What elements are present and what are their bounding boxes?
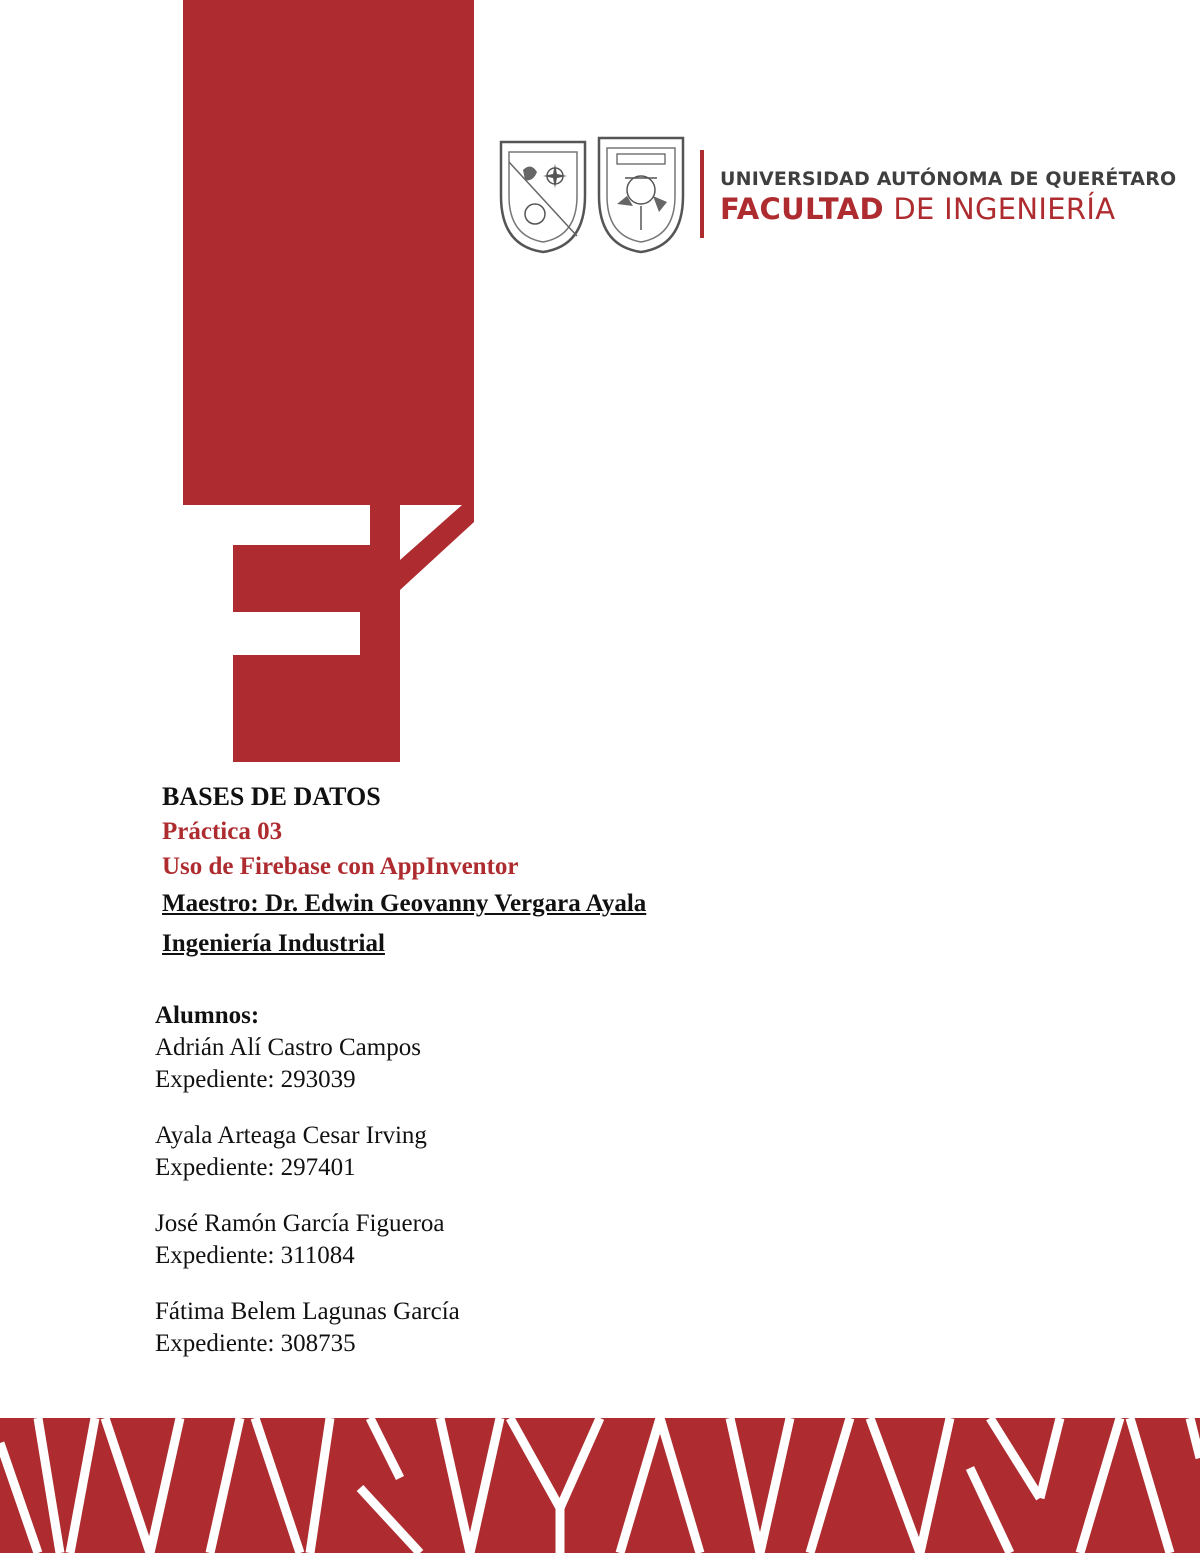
faculty-name-bold: FACULTAD: [720, 192, 884, 226]
list-item: [155, 1032, 460, 1096]
fi-seal-icon: [595, 134, 687, 256]
university-name: UNIVERSIDAD AUTÓNOMA DE QUERÉTARO: [720, 168, 1177, 190]
course-title: BASES DE DATOS: [162, 782, 381, 811]
students-label: Alumnos:: [155, 1002, 260, 1029]
list-item: [155, 1120, 460, 1184]
practice-number: Práctica 03: [162, 818, 283, 845]
students-list: [155, 1000, 460, 1384]
faculty-name: [720, 192, 1176, 226]
student-name: Adrián Alí Castro Campos: [155, 1034, 421, 1061]
student-name: José Ramón García Figueroa: [155, 1210, 445, 1237]
list-item: [155, 1208, 460, 1272]
logo-divider: [700, 150, 704, 238]
student-id: Expediente: 311084: [155, 1242, 355, 1269]
list-item: [155, 1296, 460, 1360]
student-id: Expediente: 297401: [155, 1154, 356, 1181]
faculty-f-graphic: [0, 0, 480, 770]
faculty-name-rest: DE INGENIERÍA: [883, 192, 1116, 226]
student-id: Expediente: 308735: [155, 1330, 356, 1357]
uaq-seal-icon: [495, 136, 591, 256]
decorative-band: [0, 1418, 1200, 1553]
teacher-name: Maestro: Dr. Edwin Geovanny Vergara Ayala: [162, 890, 647, 917]
student-id: Expediente: 293039: [155, 1066, 356, 1093]
university-logo: [495, 130, 1177, 260]
title-block: [162, 780, 646, 964]
logo-wordmark: [720, 168, 1176, 226]
student-name: Fátima Belem Lagunas García: [155, 1298, 460, 1325]
student-name: Ayala Arteaga Cesar Irving: [155, 1122, 427, 1149]
practice-topic: Uso de Firebase con AppInventor: [162, 853, 519, 880]
program-name: Ingeniería Industrial: [162, 930, 385, 957]
